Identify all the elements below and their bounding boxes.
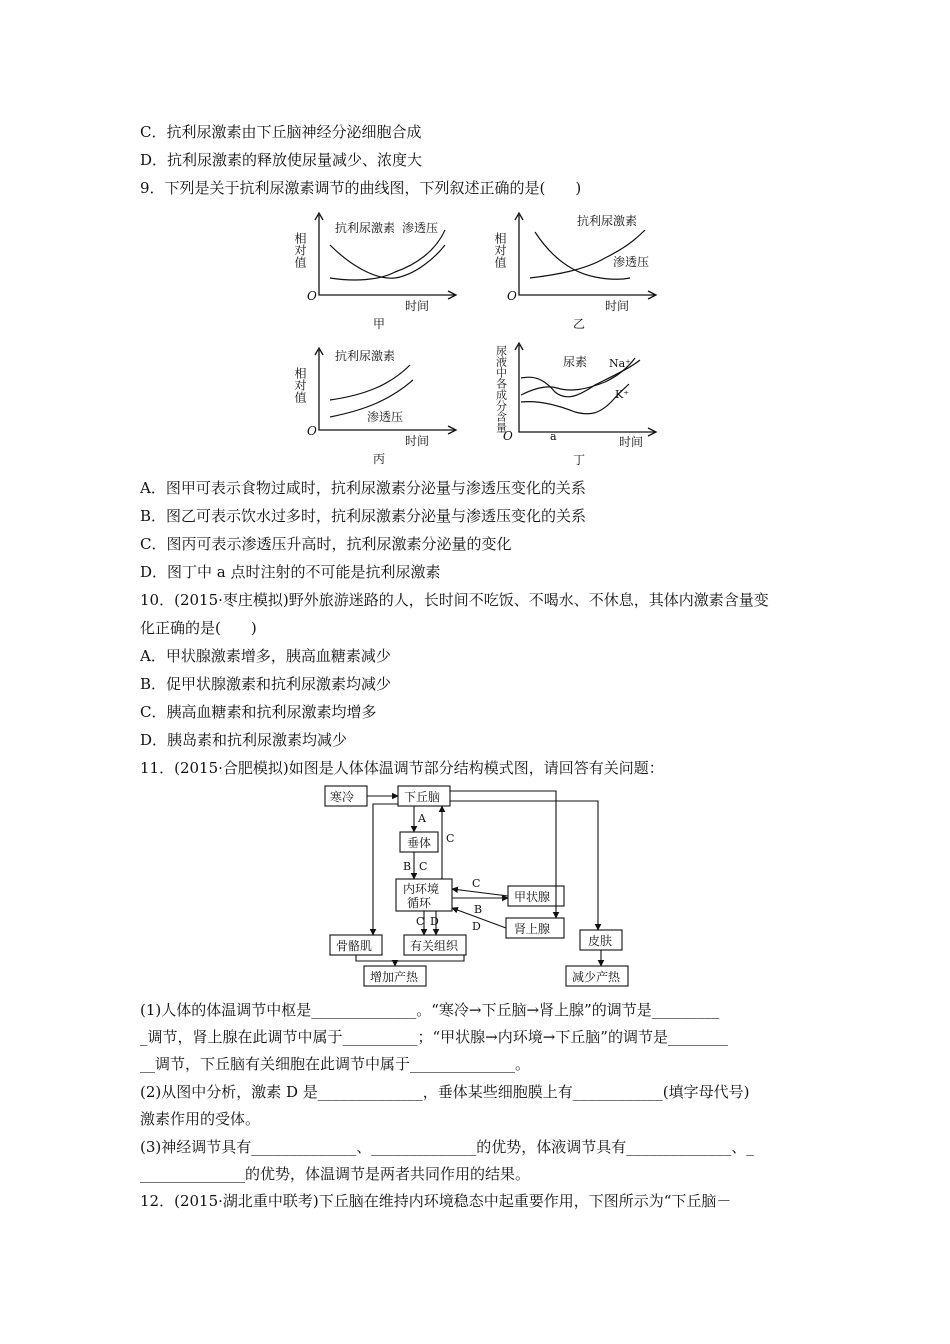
label-decrease-heat: 减少产热 [572,970,621,984]
y-axis-label: 相对值 [293,367,307,403]
origin-label: O [507,289,517,303]
letter-c-upper: C [446,832,455,845]
graph-yi [495,210,670,335]
y-axis-label: 相对值 [293,232,307,268]
k-label: K⁺ [615,388,630,401]
y-axis-label: 尿液中各成分含量 [494,345,508,433]
q9-option-c: C．图丙可表示渗透压升高时，抗利尿激素分泌量的变化 [140,535,512,553]
letter-d-right: D [472,920,481,933]
graph-bing [295,345,470,470]
adh-label: 抗利尿激素 [335,221,396,235]
label-pituitary: 垂体 [407,836,432,850]
na-label: Na⁺ [609,357,631,370]
label-increase-heat: 增加产热 [370,970,419,984]
label-skeletal-muscle: 骨骼肌 [336,939,373,953]
letter-d-lower: D [430,915,439,928]
x-axis-label: 时间 [605,299,630,313]
q10-option-c: C．胰高血糖素和抗利尿激素均增多 [140,703,377,721]
thermoregulation-diagram [318,784,648,990]
graph-caption: 丁 [573,453,586,467]
q9-option-d: D．图丁中 a 点时注射的不可能是抗利尿激素 [140,563,441,581]
graph-jia [295,210,470,335]
label-cold: 寒冷 [330,790,355,804]
x-axis-label: 时间 [619,435,644,449]
urea-label: 尿素 [563,355,588,369]
osm-curve [330,230,445,280]
q8-option-c: C．抗利尿激素由下丘脑神经分泌细胞合成 [140,123,422,141]
osm-label: 渗透压 [613,255,650,269]
label-thyroid: 甲状腺 [514,890,551,904]
q10-option-b: B．促甲状腺激素和抗利尿激素均减少 [140,675,392,693]
adh-label: 抗利尿激素 [577,214,638,228]
point-a-label: a [550,430,557,443]
adh-curve [530,230,645,278]
q11-part1-line3: __调节，下丘脑有关细胞在此调节中属于______________。 [140,1055,531,1073]
osm-label: 渗透压 [367,410,404,424]
q10-option-a: A．甲状腺激素增多，胰高血糖素减少 [140,647,391,665]
graph-caption: 丙 [373,452,386,466]
q11-stem: 11．(2015·合肥模拟)如图是人体体温调节部分结构模式图，请回答有关问题： [140,759,664,777]
origin-label: O [307,289,317,303]
q11-part2-line1: (2)从图中分析，激素 D 是______________，垂体某些细胞膜上有____________(填字母代号) [140,1083,750,1101]
label-skin: 皮肤 [588,934,613,948]
adh-curve [330,365,410,400]
letter-c-right: C [472,877,481,890]
q10-stem-2: 化正确的是( ) [140,619,257,637]
q9-option-b: B．图乙可表示饮水过多时，抗利尿激素分泌量与渗透压变化的关系 [140,507,587,525]
adh-label: 抗利尿激素 [335,349,396,363]
q10-option-d: D．胰岛素和抗利尿激素均减少 [140,731,348,749]
q10-stem-1: 10．(2015·枣庄模拟)野外旅游迷路的人，长时间不吃饭、不喝水、不休息，其体内激素含量变 [140,591,769,609]
letter-a: A [418,812,426,825]
y-axis-label: 相对值 [493,232,507,268]
q11-part3-line2: ______________的优势，体温调节是两者共同作用的结果。 [140,1165,531,1183]
letter-c-left: C [419,860,428,873]
q9-option-a: A．图甲可表示食物过咸时，抗利尿激素分泌量与渗透压变化的关系 [140,479,586,497]
x-axis-label: 时间 [405,299,430,313]
graph-ding [495,340,670,470]
letter-b-right: B [474,903,483,916]
letter-b-left: B [403,860,412,873]
letter-c-lower: C [416,915,425,928]
label-adrenal: 肾上腺 [514,922,551,936]
q11-part3-line1: (3)神经调节具有______________、______________的优势，体液调节具有______________、_ [140,1138,754,1156]
osm-label: 渗透压 [402,221,439,235]
label-env-1: 内环境 [403,882,440,896]
q12-stem: 12．(2015·湖北重中联考)下丘脑在维持内环境稳态中起重要作用，下图所示为“下丘脑－ [140,1192,732,1210]
q11-part2-line2: 激素作用的受体。 [140,1110,261,1128]
label-related-tissue: 有关组织 [410,939,459,953]
origin-label: O [307,424,317,438]
graph-caption: 乙 [573,317,586,331]
origin-label: O [503,429,513,443]
q9-stem: 9．下列是关于抗利尿激素调节的曲线图，下列叙述正确的是( ) [140,179,582,197]
graph-caption: 甲 [373,317,386,331]
adh-curve [330,245,445,278]
label-env-2: 循环 [407,896,432,910]
label-hypothalamus: 下丘脑 [404,790,441,804]
q11-part1-line2: _调节，肾上腺在此调节中属于__________；“甲状腺→内环境→下丘脑”的调节是________ [140,1028,728,1046]
q8-option-d: D．抗利尿激素的释放使尿量减少、浓度大 [140,151,423,169]
x-axis-label: 时间 [405,434,430,448]
q11-part1-line1: (1)人体的体温调节中枢是______________。“寒冷→下丘脑→肾上腺”的调节是_________ [140,1001,720,1019]
